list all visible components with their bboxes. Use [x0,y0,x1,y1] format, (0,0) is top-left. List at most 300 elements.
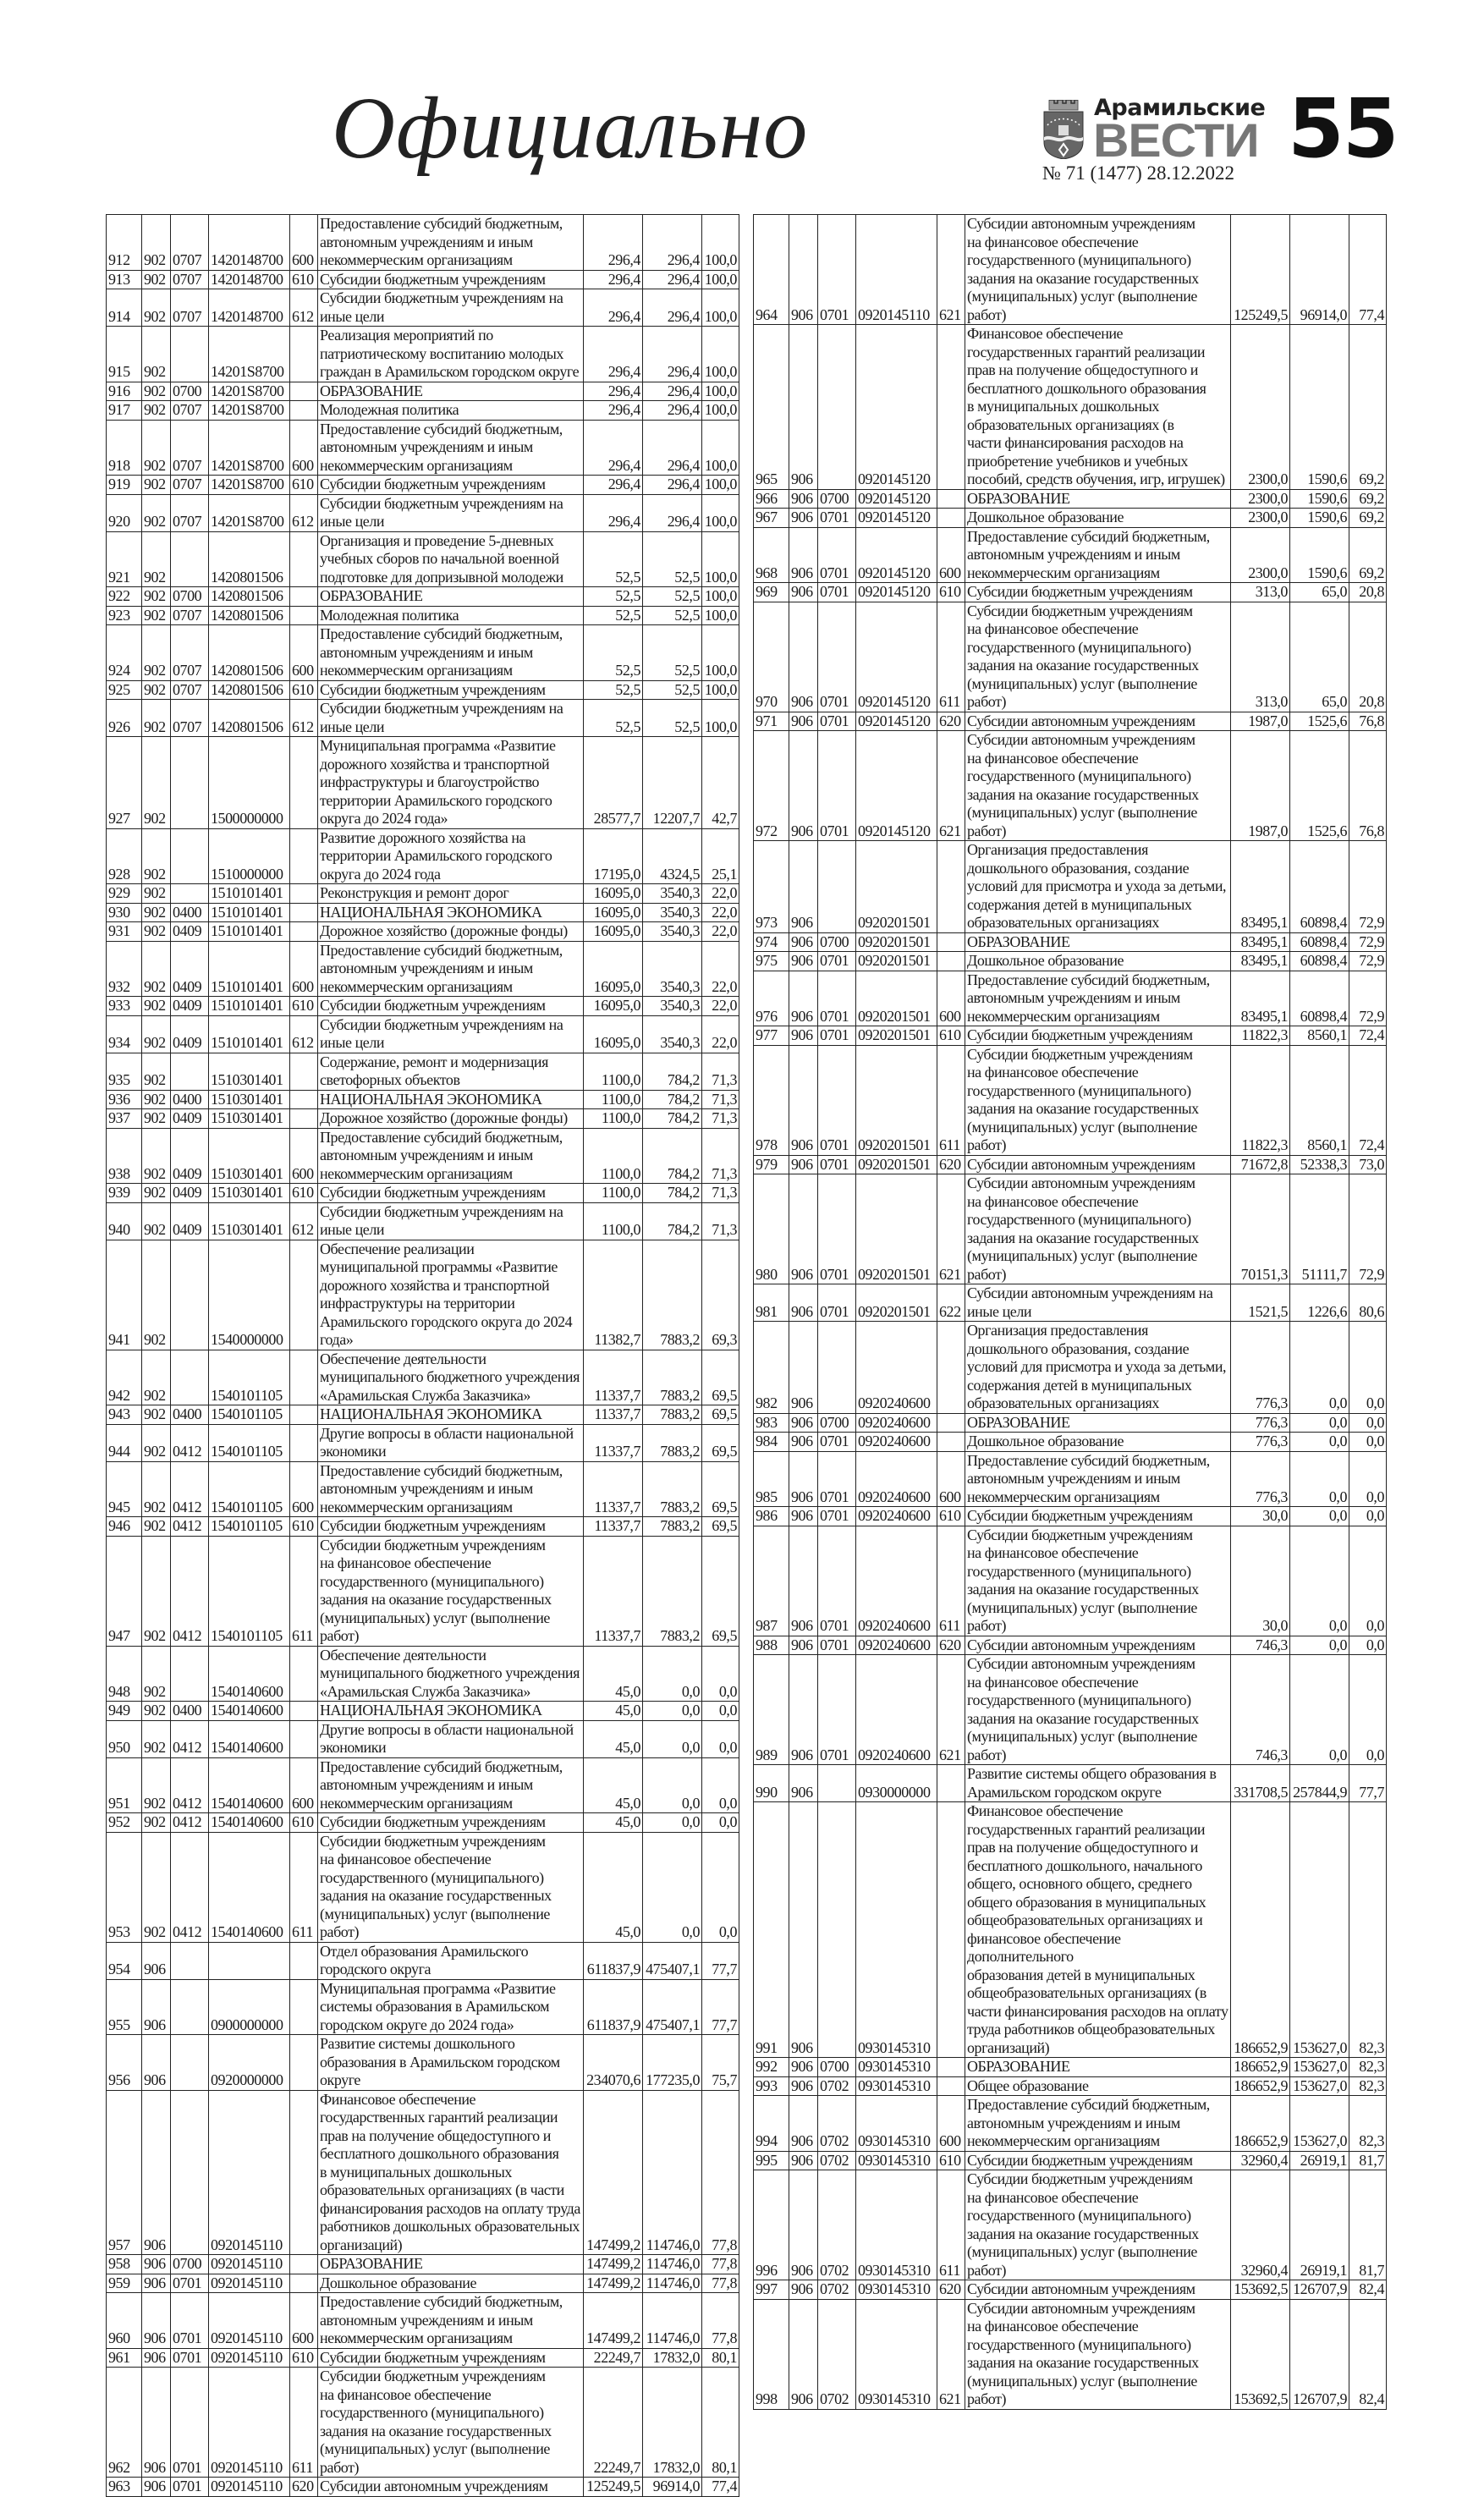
table-row [107,737,739,829]
table-row [107,215,739,271]
admin-code: 902 [142,1240,171,1350]
row-number: 952 [107,1813,142,1833]
percent-executed: 71,3 [702,1202,739,1240]
actual-amount: 784,2 [643,1202,702,1240]
section-code [818,1802,856,2058]
percent-executed: 100,0 [702,680,739,700]
section-code: 0701 [818,952,856,971]
planned-amount: 45,0 [584,1720,643,1757]
table-row [754,2299,1387,2409]
admin-code: 906 [789,1413,818,1433]
row-number: 963 [107,2478,142,2497]
percent-executed: 76,8 [1349,731,1387,841]
table-row [754,2096,1387,2152]
description: Субсидии автономным учреждениям [965,1155,1231,1174]
table-row [754,841,1387,933]
row-number: 929 [107,884,142,904]
target-code: 1540140600 [209,1757,290,1813]
row-number: 983 [754,1413,789,1433]
row-number: 950 [107,1720,142,1757]
description: Субсидии бюджетным учреждениям на финансовое обеспечение государственного (муниципального) задания на оказание государственных (муниципальных) услуг (выполнение работ) [965,1526,1231,1636]
percent-executed: 77,8 [702,2090,739,2255]
admin-code: 902 [142,1405,171,1425]
expense-type: 600 [290,1461,318,1517]
percent-executed: 100,0 [702,382,739,401]
row-number: 936 [107,1090,142,1109]
percent-executed: 0,0 [1349,1655,1387,1765]
table-row [754,1765,1387,1802]
target-code: 0930145310 [856,2151,937,2170]
table-row [754,2280,1387,2300]
section-code: 0701 [818,527,856,583]
table-row [107,476,739,495]
actual-amount: 784,2 [643,1109,702,1129]
planned-amount: 186652,9 [1231,2096,1290,2152]
table-row [107,420,739,476]
percent-executed: 20,8 [1349,583,1387,602]
table-row [107,1757,739,1813]
expense-type: 610 [290,997,318,1016]
table-row [107,1942,739,1979]
actual-amount: 114746,0 [643,2255,702,2274]
description: Субсидии автономным учреждениям [965,712,1231,731]
row-number: 966 [754,489,789,509]
target-code: 0900000000 [209,1979,290,2035]
planned-amount: 52,5 [584,606,643,625]
expense-type [937,1765,965,1802]
planned-amount: 17195,0 [584,828,643,884]
actual-amount: 153627,0 [1290,2076,1349,2096]
target-code: 1420801506 [209,587,290,607]
description: Организация предоставления дошкольного образования, создание условий для присмотра и ухода за детьми, содержания детей в муниципальных образовательных организациях [965,1322,1231,1414]
percent-executed: 0,0 [702,1646,739,1702]
percent-executed: 42,7 [702,737,739,829]
actual-amount: 0,0 [643,1702,702,1721]
target-code: 0920145110 [209,2368,290,2478]
admin-code: 906 [789,2076,818,2096]
actual-amount: 296,4 [643,420,702,476]
actual-amount: 1226,6 [1290,1284,1349,1322]
expense-type [937,2076,965,2096]
planned-amount: 45,0 [584,1832,643,1942]
description: Дорожное хозяйство (дорожные фонды) [318,922,584,942]
expense-type [937,2058,965,2077]
actual-amount: 52,5 [643,680,702,700]
description: Субсидии бюджетным учреждениям [318,1813,584,1833]
expense-type [290,401,318,421]
expense-type: 610 [937,1026,965,1046]
table-row [107,2368,739,2478]
percent-executed: 71,3 [702,1184,739,1203]
table-row [107,327,739,382]
row-number: 953 [107,1832,142,1942]
target-code: 0920201501 [856,1026,937,1046]
actual-amount: 296,4 [643,327,702,382]
planned-amount: 52,5 [584,700,643,737]
admin-code: 906 [789,1636,818,1655]
admin-code: 906 [789,1045,818,1155]
target-code: 0930145310 [856,1802,937,2058]
percent-executed: 0,0 [1349,1322,1387,1414]
percent-executed: 71,3 [702,1128,739,1184]
section-code: 0701 [171,2348,209,2368]
percent-executed: 22,0 [702,922,739,942]
planned-amount: 2300,0 [1231,489,1290,509]
row-number: 921 [107,531,142,587]
actual-amount: 0,0 [1290,1636,1349,1655]
expense-type: 621 [937,215,965,325]
table-row [754,527,1387,583]
admin-code: 906 [789,1802,818,2058]
actual-amount: 3540,3 [643,903,702,922]
row-number: 980 [754,1174,789,1284]
percent-executed: 80,6 [1349,1284,1387,1322]
expense-type [290,382,318,401]
admin-code: 902 [142,1424,171,1461]
percent-executed: 69,5 [702,1536,739,1646]
section-code: 0412 [171,1757,209,1813]
section-code [171,1646,209,1702]
target-code: 1510101401 [209,884,290,904]
actual-amount: 0,0 [643,1813,702,1833]
percent-executed: 0,0 [1349,1636,1387,1655]
row-number: 986 [754,1507,789,1526]
description: Финансовое обеспечение государственных гарантий реализации прав на получение общедоступного и бесплатного дошкольного, начального общего, основного общего, среднего общего образования в муниципальных общеобразовательных организациях и финансовое обеспечение дополнительного образования детей в муниципальных общеобразовательных организациях (в части финансирования расходов на оплату труда работников общеобразовательных организаций) [965,1802,1231,2058]
target-code: 0920240600 [856,1451,937,1507]
table-row [754,712,1387,731]
percent-executed: 0,0 [702,1702,739,1721]
actual-amount: 12207,7 [643,737,702,829]
actual-amount: 26919,1 [1290,2170,1349,2280]
admin-code: 902 [142,215,171,271]
description: Субсидии бюджетным учреждениям на финансовое обеспечение государственного (муниципального) задания на оказание государственных (муниципальных) услуг (выполнение работ) [318,1536,584,1646]
planned-amount: 1100,0 [584,1090,643,1109]
actual-amount: 3540,3 [643,922,702,942]
row-number: 941 [107,1240,142,1350]
expense-type: 612 [290,700,318,737]
section-code: 0701 [818,1636,856,1655]
table-row [107,1350,739,1405]
admin-code: 906 [789,489,818,509]
section-code: 0412 [171,1424,209,1461]
section-code: 0702 [818,2280,856,2300]
target-code: 1420148700 [209,289,290,327]
description: Субсидии бюджетным учреждениям на финансовое обеспечение государственного (муниципального) задания на оказание государственных (муниципальных) услуг (выполнение работ) [965,2170,1231,2280]
description: Субсидии автономным учреждениям [318,2478,584,2497]
row-number: 967 [754,509,789,528]
section-code: 0701 [818,215,856,325]
planned-amount: 11337,7 [584,1517,643,1537]
target-code: 0920240600 [856,1655,937,1765]
admin-code: 902 [142,382,171,401]
row-number: 989 [754,1655,789,1765]
section-code: 0707 [171,476,209,495]
percent-executed: 77,7 [702,1979,739,2035]
actual-amount: 177235,0 [643,2035,702,2091]
target-code: 0930145310 [856,2170,937,2280]
target-code: 0920201501 [856,971,937,1026]
target-code: 0920145110 [209,2274,290,2293]
target-code: 0920145120 [856,489,937,509]
row-number: 944 [107,1424,142,1461]
actual-amount: 126707,9 [1290,2299,1349,2409]
target-code: 1510301401 [209,1090,290,1109]
admin-code: 902 [142,1015,171,1053]
row-number: 922 [107,587,142,607]
table-row [107,884,739,904]
row-number: 993 [754,2076,789,2096]
percent-executed: 100,0 [702,420,739,476]
description: Содержание, ремонт и модернизация светофорных объектов [318,1053,584,1090]
target-code: 14201S8700 [209,494,290,531]
table-row [754,509,1387,528]
admin-code: 902 [142,401,171,421]
admin-code: 902 [142,1090,171,1109]
actual-amount: 60898,4 [1290,841,1349,933]
table-row [107,1184,739,1203]
expense-type: 600 [290,215,318,271]
percent-executed: 82,4 [1349,2299,1387,2409]
admin-code: 902 [142,1202,171,1240]
row-number: 996 [754,2170,789,2280]
row-number: 925 [107,680,142,700]
percent-executed: 77,4 [1349,215,1387,325]
section-code: 0707 [171,680,209,700]
percent-executed: 71,3 [702,1053,739,1090]
actual-amount: 52,5 [643,531,702,587]
section-code: 0707 [171,215,209,271]
planned-amount: 125249,5 [584,2478,643,2497]
section-code: 0701 [818,1526,856,1636]
admin-code: 902 [142,1813,171,1833]
section-code: 0701 [818,1045,856,1155]
target-code: 1510301401 [209,1053,290,1090]
admin-code: 906 [789,1507,818,1526]
admin-code: 902 [142,1109,171,1129]
section-code: 0701 [171,2293,209,2349]
expense-type: 600 [937,971,965,1026]
target-code: 0920201501 [856,1174,937,1284]
admin-code: 902 [142,903,171,922]
admin-code: 906 [142,2478,171,2497]
percent-executed: 80,1 [702,2368,739,2478]
description: НАЦИОНАЛЬНАЯ ЭКОНОМИКА [318,1405,584,1425]
table-row [107,494,739,531]
row-number: 948 [107,1646,142,1702]
admin-code: 906 [142,1979,171,2035]
target-code: 1510000000 [209,828,290,884]
target-code: 1540101105 [209,1461,290,1517]
row-number: 930 [107,903,142,922]
admin-code: 906 [789,602,818,712]
actual-amount: 114746,0 [643,2090,702,2255]
target-code: 0920240600 [856,1322,937,1414]
actual-amount: 8560,1 [1290,1026,1349,1046]
admin-code: 902 [142,1350,171,1405]
expense-type [290,531,318,587]
row-number: 915 [107,327,142,382]
row-number: 997 [754,2280,789,2300]
admin-code: 906 [789,2170,818,2280]
actual-amount: 114746,0 [643,2274,702,2293]
percent-executed: 20,8 [1349,602,1387,712]
description: Субсидии автономным учреждениям на финансовое обеспечение государственного (муниципального) задания на оказание государственных (муниципальных) услуг (выполнение работ) [965,2299,1231,2409]
target-code: 1540101105 [209,1424,290,1461]
table-row [754,731,1387,841]
section-code: 0412 [171,1813,209,1833]
expense-type: 621 [937,2299,965,2409]
expense-type [290,2274,318,2293]
actual-amount: 52,5 [643,625,702,681]
brand-name-top: Арамильские [1094,95,1266,121]
table-row [754,1507,1387,1526]
description: Предоставление субсидий бюджетным, автономным учреждениям и иным некоммерческим организациям [318,1128,584,1184]
planned-amount: 147499,2 [584,2090,643,2255]
planned-amount: 776,3 [1231,1322,1290,1414]
section-code [171,2035,209,2091]
actual-amount: 1590,6 [1290,527,1349,583]
admin-code: 902 [142,1184,171,1203]
planned-amount: 746,3 [1231,1655,1290,1765]
admin-code: 902 [142,700,171,737]
section-code: 0412 [171,1720,209,1757]
admin-code: 906 [789,2299,818,2409]
description: Субсидии бюджетным учреждениям на иные цели [318,1015,584,1053]
target-code: 1420148700 [209,270,290,289]
row-number: 964 [754,215,789,325]
actual-amount: 296,4 [643,476,702,495]
percent-executed: 100,0 [702,531,739,587]
table-row [754,215,1387,325]
target-code: 0920145120 [856,731,937,841]
row-number: 969 [754,583,789,602]
expense-type: 612 [290,1202,318,1240]
section-code: 0707 [171,494,209,531]
table-row [754,1155,1387,1174]
percent-executed: 71,3 [702,1109,739,1129]
percent-executed: 22,0 [702,903,739,922]
table-row [754,1045,1387,1155]
expense-type [937,489,965,509]
percent-executed: 25,1 [702,828,739,884]
target-code: 0920145110 [209,2348,290,2368]
admin-code: 902 [142,606,171,625]
planned-amount: 11337,7 [584,1405,643,1425]
description: Субсидии бюджетным учреждениям на финансовое обеспечение государственного (муниципального) задания на оказание государственных (муниципальных) услуг (выполнение работ) [965,602,1231,712]
planned-amount: 186652,9 [1231,2058,1290,2077]
planned-amount: 153692,5 [1231,2280,1290,2300]
expense-type [290,737,318,829]
description: Субсидии бюджетным учреждениям [318,2348,584,2368]
admin-code: 902 [142,1053,171,1090]
row-number: 961 [107,2348,142,2368]
section-code: 0701 [818,1174,856,1284]
expense-type: 600 [937,527,965,583]
description: Дошкольное образование [965,509,1231,528]
percent-executed: 82,4 [1349,2280,1387,2300]
description: ОБРАЗОВАНИЕ [965,489,1231,509]
table-row [107,1128,739,1184]
section-code [171,828,209,884]
table-row [107,2255,739,2274]
table-row [107,401,739,421]
expense-type [937,1802,965,2058]
expense-type: 610 [290,1517,318,1537]
planned-amount: 11337,7 [584,1350,643,1405]
description: Субсидии бюджетным учреждениям на иные цели [318,494,584,531]
target-code: 0920000000 [209,2035,290,2091]
row-number: 912 [107,215,142,271]
description: Субсидии бюджетным учреждениям [965,1026,1231,1046]
actual-amount: 296,4 [643,401,702,421]
actual-amount: 0,0 [1290,1507,1349,1526]
target-code: 0920145110 [209,2255,290,2274]
percent-executed: 77,8 [702,2255,739,2274]
admin-code: 906 [142,2090,171,2255]
percent-executed: 0,0 [1349,1433,1387,1452]
table-row [754,1413,1387,1433]
row-number: 988 [754,1636,789,1655]
description: Дорожное хозяйство (дорожные фонды) [318,1109,584,1129]
actual-amount: 96914,0 [1290,215,1349,325]
section-code: 0701 [818,1451,856,1507]
percent-executed: 100,0 [702,476,739,495]
admin-code: 902 [142,997,171,1016]
expense-type: 610 [290,476,318,495]
actual-amount: 475407,1 [643,1979,702,2035]
section-code: 0701 [818,583,856,602]
row-number: 951 [107,1757,142,1813]
expense-type: 612 [290,289,318,327]
admin-code: 906 [789,2151,818,2170]
row-number: 933 [107,997,142,1016]
target-code: 1420801506 [209,680,290,700]
target-code: 1540140600 [209,1720,290,1757]
actual-amount: 0,0 [1290,1655,1349,1765]
section-code: 0412 [171,1536,209,1646]
row-number: 920 [107,494,142,531]
description: Субсидии автономным учреждениям на финансовое обеспечение государственного (муниципального) задания на оказание государственных (муниципальных) услуг (выполнение работ) [965,215,1231,325]
actual-amount: 0,0 [643,1720,702,1757]
actual-amount: 114746,0 [643,2293,702,2349]
table-row [107,2348,739,2368]
description: Дошкольное образование [318,2274,584,2293]
admin-code: 906 [789,1322,818,1414]
target-code: 1540101105 [209,1517,290,1537]
description: Реализация мероприятий по патриотическому воспитанию молодых граждан в Арамильском городском округе [318,327,584,382]
expense-type [290,903,318,922]
target-code: 0920145120 [856,509,937,528]
admin-code: 902 [142,587,171,607]
planned-amount: 16095,0 [584,997,643,1016]
table-row [107,1517,739,1537]
actual-amount: 784,2 [643,1128,702,1184]
planned-amount: 147499,2 [584,2255,643,2274]
admin-code: 902 [142,828,171,884]
actual-amount: 3540,3 [643,1015,702,1053]
planned-amount: 22249,7 [584,2348,643,2368]
planned-amount: 70151,3 [1231,1174,1290,1284]
expense-type: 600 [290,1128,318,1184]
planned-amount: 313,0 [1231,583,1290,602]
description: Субсидии бюджетным учреждениям [965,2151,1231,2170]
section-code: 0707 [171,420,209,476]
planned-amount: 52,5 [584,625,643,681]
expense-type: 611 [290,1832,318,1942]
table-row [107,1015,739,1053]
expense-type: 611 [290,2368,318,2478]
expense-type: 611 [937,1526,965,1636]
